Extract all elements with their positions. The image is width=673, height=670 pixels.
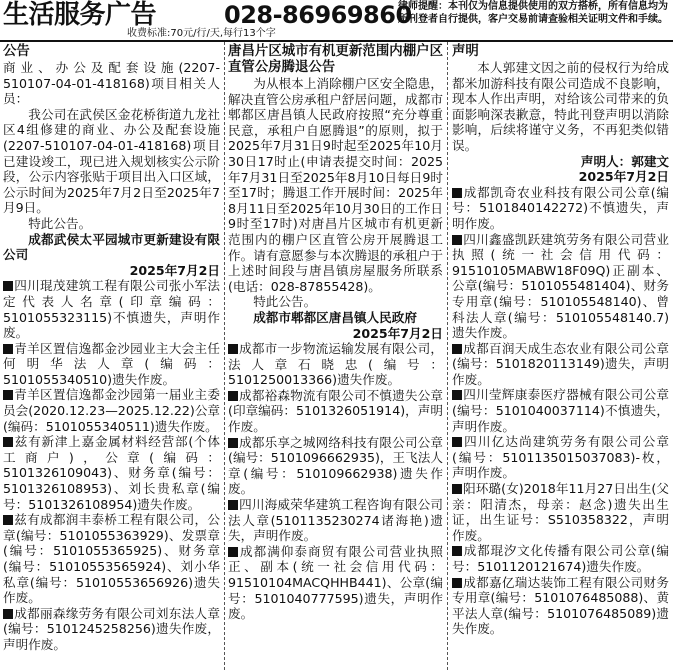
contact-phone: 028-86969860 [224, 1, 412, 29]
section-title: 生活服务广告 [3, 0, 157, 30]
square-bullet-icon [228, 547, 238, 557]
lost-item [3, 606, 220, 653]
lost-item-text: 四川琨茂建筑工程有限公司张小军法定代表人名章(印章编码：5101055323115)不慎遗失，声明作废。 [3, 278, 220, 341]
lost-item-text: 兹有新津上嘉金属材料经营部(个体工商户)，公章(编码：5101326109043)、财务章(编号：5101326108953)、刘长贵私章(编号：5101326108954)遗失作废。 [3, 434, 220, 512]
statement-signer: 声明人：郭建文 [580, 153, 669, 169]
square-bullet-icon [3, 609, 13, 619]
lost-item-text: 成都乐享之城网络科技有限公司公章(编号：5101096662935)，王飞法人章(编号：510109662938)遗失作废。 [228, 434, 443, 497]
lost-item [452, 575, 669, 637]
notice-signer: 成都市郫都区唐昌镇人民政府 [253, 309, 417, 325]
square-bullet-icon [3, 344, 13, 354]
lost-item [228, 388, 443, 435]
square-bullet-icon [452, 235, 462, 245]
lost-items-list [228, 341, 443, 622]
column-divider-2 [447, 42, 448, 670]
fee-standard: 收费标准:70元/行/天,每行13个字 [127, 28, 276, 39]
lost-item-text: 成都凯奇农业科技有限公司公章(编号：5101840142272)不慎遗失，声明作废。 [452, 184, 669, 231]
square-bullet-icon [3, 437, 13, 447]
notice-body: 为从根本上消除棚户区安全隐患，解决直管公房承租户舒居问题，成都市郫都区唐昌镇人民政府按照“充分尊重民意，承租户自愿腾退”的原则，拟于2025年7月31日9时起至2025年10月30日17时止(申请表提交时间：2025年7月31日至2025年8月10日每日9时至17时；腾退工作开展时间：2025年8月11日至2025年10月30日的工作日9时至17时)对唐昌片区城市有机更新范围内的棚户区直管公房开展腾退工作。请有意愿参与本次腾退的承租户于上述时间段与唐昌镇房屋服务所联系(电话：028-87855428)。 [228, 76, 443, 294]
lost-item-text: 兹有成都润丰泰桥工程有限公司，公章(编号：5101055363929)、发票章(编号：5101055365925)、财务章(编号：51010553565924)、刘小华私章(编号：51010553656926)遗失作废。 [3, 512, 220, 606]
square-bullet-icon [452, 578, 462, 588]
notice-closing: 特此公告。 [253, 294, 317, 310]
statement-title: 声明 [452, 44, 479, 59]
lost-item [228, 341, 443, 388]
notice-body: 我公司在武侯区金花桥街道九龙社区4组修建的商业、办公及配套设施(2207-510107-04-01-418168)项目已建设竣工，现已进入规划核实公示阶段，公示内容张贴于项目出入口区域，公示时间为2025年7月2日至2025年7月9日。 [3, 106, 220, 216]
square-bullet-icon [452, 437, 462, 447]
notice-closing: 特此公告。 [28, 215, 92, 231]
notice-intro: 商业、办公及配套设施(2207-510107-04-01-418168)项目相关人员： [3, 60, 220, 107]
square-bullet-icon [452, 484, 462, 494]
square-bullet-icon [452, 390, 462, 400]
lost-item [3, 278, 220, 340]
notice-date: 2025年7月2日 [129, 262, 220, 278]
lost-item [452, 341, 669, 388]
lost-item-text: 四川鑫盛凯跃建筑劳务有限公司营业执照(统一社会信用代码：91510105MABW18F09Q)正副本、公章(编号：5101055481404)、财务专用章(编号：510105548140)、曾科法人章(编号：510105548140.7)遗失作废。 [452, 231, 669, 341]
lost-item-text: 成都市一步物流运输发展有限公司，法人章石晓忠(编号：5101250013366)遗失作废。 [228, 341, 443, 388]
lawyer-warning: 律师提醒：本刊仅为信息提供使用的双方搭桥，所有信息均为所刊登者自行提供，客户交易前请查验相关证明文件和手续。 [398, 1, 668, 25]
column-divider-1 [224, 42, 225, 670]
lost-item [228, 435, 443, 497]
lost-item-text: 成都丽森缘劳务有限公司刘东法人章(编号：5101245258256)遗失作废，声明作废。 [3, 605, 220, 652]
lost-item [452, 481, 669, 543]
lost-item-text: 成都裕森物流有限公司不慎遗失公章(印章编码：5101326051914)，声明作废。 [228, 387, 443, 435]
lost-item [3, 387, 220, 434]
notice-signer: 成都武侯太平园城市更新建设有限公司 [3, 231, 220, 263]
square-bullet-icon [3, 515, 13, 525]
lost-item [3, 434, 220, 512]
lost-item [452, 232, 669, 341]
lost-item [3, 341, 220, 388]
square-bullet-icon [3, 390, 13, 400]
lost-item [3, 512, 220, 606]
lost-items-list [452, 185, 669, 637]
lost-item [228, 497, 443, 544]
square-bullet-icon [452, 546, 462, 556]
square-bullet-icon [3, 281, 13, 291]
lost-item-text: 青羊区置信逸都金沙园第一届业主委员会(2020.12.23—2025.12.22)公章(编码：5101055340511)遗失作废。 [3, 387, 221, 434]
notice-title: 公告 [3, 44, 30, 59]
lost-item-text: 阳环璐(女)2018年11月27日出生(父亲：阳清杰，母亲：赵念)遗失出生证，出生证号：S510358322，声明作废。 [452, 481, 669, 543]
square-bullet-icon [228, 344, 238, 354]
square-bullet-icon [228, 391, 238, 401]
lost-item-text: 成都琨汐文化传播有限公司公章(编号：5101120121674)遗失作废。 [452, 543, 669, 574]
square-bullet-icon [452, 188, 462, 198]
lost-item-text: 四川莹辉康泰医疗器械有限公司公章(编号：5101040037114)不慎遗失，声明作废。 [452, 387, 669, 434]
square-bullet-icon [452, 344, 462, 354]
lost-item-text: 青羊区置信逸都金沙园业主大会主任何明华法人章(编码：5101055340510)遗失作废。 [3, 340, 220, 387]
lost-item-text: 四川海威荣华建筑工程咨询有限公司法人章(5101135230274诸海艳)遗失，声明作废。 [228, 497, 443, 544]
lost-item-text: 四川亿达尚建筑劳务有限公司公章(编号：5101135015037083)-枚，声明作废。 [452, 434, 669, 481]
column-3 [452, 44, 669, 637]
lost-item-text: 成都嘉亿瑞达装饰工程有限公司财务专用章(编号：5101076485088)、黄平法人章(编号：5101076485089)遗失作废。 [452, 574, 669, 637]
lost-items-list [3, 278, 220, 652]
notice-date: 2025年7月2日 [352, 325, 443, 341]
lost-item-text: 成都百润天成生态农业有限公司公章(编号：5101820113149)遗失，声明作废。 [452, 340, 669, 387]
column-1 [3, 44, 220, 653]
square-bullet-icon [228, 438, 238, 448]
lost-item [452, 387, 669, 434]
lost-item [228, 544, 443, 622]
column-2 [228, 44, 443, 622]
header-divider [0, 40, 673, 42]
statement-date: 2025年7月2日 [578, 169, 669, 185]
ad-header [0, 0, 673, 40]
lost-item [452, 185, 669, 232]
notice-title: 唐昌片区城市有机更新范围内棚户区直管公房腾退公告 [228, 44, 443, 75]
statement-body: 本人郭建文因之前的侵权行为给成都米加游科技有限公司造成不良影响，现本人作出声明，对给该公司带来的负面影响深表歉意，特此刊登声明以消除影响，后续将谨守义务，不再犯类似错误。 [452, 60, 669, 153]
lost-item [452, 543, 669, 574]
lost-item [452, 434, 669, 481]
square-bullet-icon [228, 500, 238, 510]
lost-item-text: 成都满仰泰商贸有限公司营业执照正、副本(统一社会信用代码：91510104MACQHHB441)、公章(编号：5101040777595)遗失，声明作废。 [228, 543, 443, 622]
